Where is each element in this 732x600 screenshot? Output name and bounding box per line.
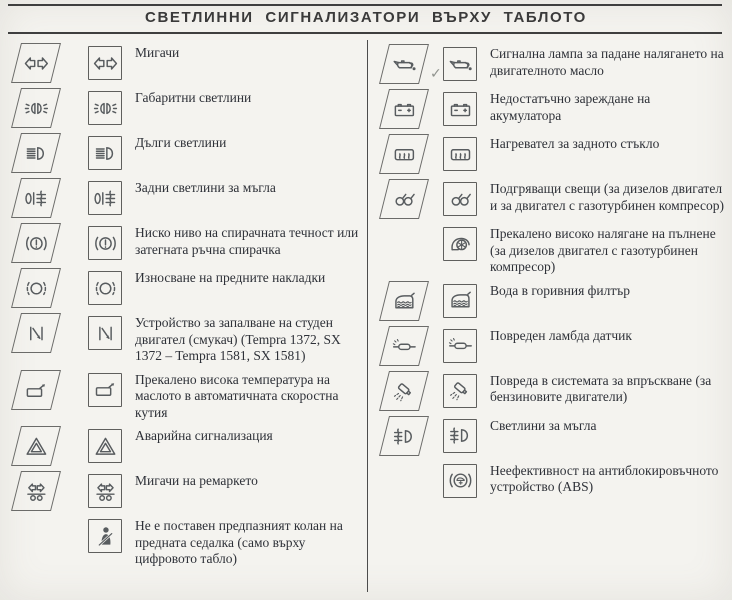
legend-column-right [367,40,732,592]
seat-belt-square [88,519,122,553]
high-beam-square [88,136,122,170]
legend-row-brake-fluid-warning [0,223,367,263]
legend-label: Задни светлини за мъгла [135,180,276,195]
choke-icon [23,320,50,347]
fuel-injection-square [443,374,477,408]
trailer-turn-signals-icon [92,478,119,505]
fog-lights-square [443,419,477,453]
legend-label: Недостатъчно зареждане на акумулатора [490,91,651,123]
gearbox-oil-temperature-icon [92,376,119,403]
legend-column-left [0,40,367,592]
legend-label: Не е поставен предпазният колан на предната седалка (само върху цифровото табло) [135,518,343,566]
high-beam-icon [23,140,50,167]
lambda-sensor-icon [391,332,418,359]
legend-label: Вода в горивния филтър [490,282,631,298]
legend-row-engine-oil-pressure [373,44,732,84]
rear-window-heater-icon [391,141,418,168]
glow-plugs-square [443,182,477,216]
battery-charge-parallelogram [379,89,429,129]
fog-lights-icon [391,422,418,449]
gearbox-oil-temperature-icon [23,376,50,403]
battery-charge-square [443,92,477,126]
legend-label: Повреда в системата за впръскване (за бензиновите двигатели) [490,372,712,404]
trailer-turn-signals-parallelogram [11,471,61,511]
lambda-sensor-icon [447,332,474,359]
parking-lights-square [88,91,122,125]
check-mark: ✓ [430,66,442,82]
legend-row-rear-fog-lights [0,178,367,218]
engine-oil-pressure-parallelogram [379,44,429,84]
legend-label: Сигнална лампа за падане налягането на двигателното масло [490,46,724,78]
trailer-turn-signals-icon [23,478,50,505]
glow-plugs-parallelogram [379,179,429,219]
legend-row-battery-charge [373,89,732,129]
legend-label: Прекалено висока температура на маслото в автоматичната скоростна кутия [135,371,339,420]
engine-oil-pressure-icon [447,51,474,78]
gearbox-oil-temperature-square [88,373,122,407]
parking-lights-icon [23,95,50,122]
water-in-fuel-filter-square [443,284,477,318]
legend-row-fuel-injection [373,371,732,411]
brake-pads-wear-icon [23,275,50,302]
gearbox-oil-temperature-parallelogram [11,370,61,410]
turn-signals-icon [92,50,119,77]
brake-fluid-warning-parallelogram [11,223,61,263]
hazard-warning-parallelogram [11,426,61,466]
abs-square [443,464,477,498]
glow-plugs-icon [391,186,418,213]
legend-label: Нагревател за задното стъкло [490,136,660,151]
legend-label: Ниско ниво на спирачната течност или затегната ръчна спирачка [135,225,359,257]
brake-fluid-warning-square [88,226,122,260]
high-beam-parallelogram [11,133,61,173]
battery-charge-icon [391,96,418,123]
rear-fog-lights-icon [23,185,50,212]
hazard-warning-icon [23,433,50,460]
legend-row-abs [373,461,732,501]
legend-label: Подгряващи свещи (за дизелов двигател и за двигател с газотурбинен компресор) [490,181,725,213]
legend-row-gearbox-oil-temperature [0,370,367,422]
rear-fog-lights-square [88,181,122,215]
turbo-boost-pressure-icon [447,231,474,258]
brake-pads-wear-square [88,271,122,305]
legend-row-trailer-turn-signals [0,471,367,511]
choke-square [88,316,122,350]
legend-label: Мигачи на ремаркето [135,473,258,488]
legend-label: Аварийна сигнализация [135,428,273,443]
legend-row-high-beam [0,133,367,173]
legend-row-hazard-warning [0,426,367,466]
parking-lights-icon [92,95,119,122]
fuel-injection-icon [391,377,418,404]
page-title: СВЕТЛИННИ СИГНАЛИЗАТОРИ ВЪРХУ ТАБЛОТО [145,9,587,26]
rear-window-heater-icon [447,141,474,168]
water-in-fuel-filter-icon [391,287,418,314]
parking-lights-parallelogram [11,88,61,128]
legend-row-glow-plugs [373,179,732,219]
legend-row-turbo-boost-pressure [373,224,732,276]
turn-signals-parallelogram [11,43,61,83]
brake-pads-wear-icon [92,275,119,302]
brake-pads-wear-parallelogram [11,268,61,308]
legend-label: Прекалено високо налягане на пълнене (за дизелов двигател с газотурбинен компресор) [490,226,716,274]
legend-label: Светлини за мъгла [490,417,597,433]
engine-oil-pressure-square [443,47,477,81]
rear-window-heater-parallelogram [379,134,429,174]
rear-window-heater-square [443,137,477,171]
water-in-fuel-filter-parallelogram [379,281,429,321]
legend-label: Повреден ламбда датчик [490,327,632,343]
legend-row-lambda-sensor [373,326,732,366]
hazard-warning-icon [92,433,119,460]
turn-signals-square [88,46,122,80]
turn-signals-icon [23,50,50,77]
legend-row-seat-belt [0,516,367,568]
fog-lights-icon [447,422,474,449]
seat-belt-icon [92,523,119,550]
lambda-sensor-square [443,329,477,363]
fog-lights-parallelogram [379,416,429,456]
engine-oil-pressure-icon [391,51,418,78]
brake-fluid-warning-icon [92,230,119,257]
top-rule [8,4,722,6]
legend-label: Износване на предните накладки [135,270,326,285]
lambda-sensor-parallelogram [379,326,429,366]
glow-plugs-icon [447,186,474,213]
brake-fluid-warning-icon [23,230,50,257]
legend-row-water-in-fuel-filter [373,281,732,321]
trailer-turn-signals-square [88,474,122,508]
legend-label: Мигачи [135,45,180,60]
legend-label: Неефективност на антиблокировъчното устройство (ABS) [490,462,719,494]
turbo-boost-pressure-square [443,227,477,261]
legend-label: Устройство за запалване на студен двигател (смукач) (Tempra 1372, SX 1372 – Tempra 1581, SX 1581) [135,315,341,363]
legend-row-brake-pads-wear [0,268,367,308]
abs-icon [447,467,474,494]
rear-fog-lights-icon [92,185,119,212]
legend-row-rear-window-heater [373,134,732,174]
fuel-injection-icon [447,377,474,404]
fuel-injection-parallelogram [379,371,429,411]
legend-label: Габаритни светлини [135,90,252,105]
hazard-warning-square [88,429,122,463]
choke-icon [92,320,119,347]
legend-row-turn-signals [0,43,367,83]
legend-row-parking-lights [0,88,367,128]
high-beam-icon [92,140,119,167]
title-underline-rule [8,32,722,34]
legend-row-fog-lights [373,416,732,456]
legend-table [0,40,732,592]
legend-label: Дълги светлини [135,135,227,150]
rear-fog-lights-parallelogram [11,178,61,218]
legend-row-choke [0,313,367,365]
battery-charge-icon [447,96,474,123]
water-in-fuel-filter-icon [447,287,474,314]
choke-parallelogram [11,313,61,353]
